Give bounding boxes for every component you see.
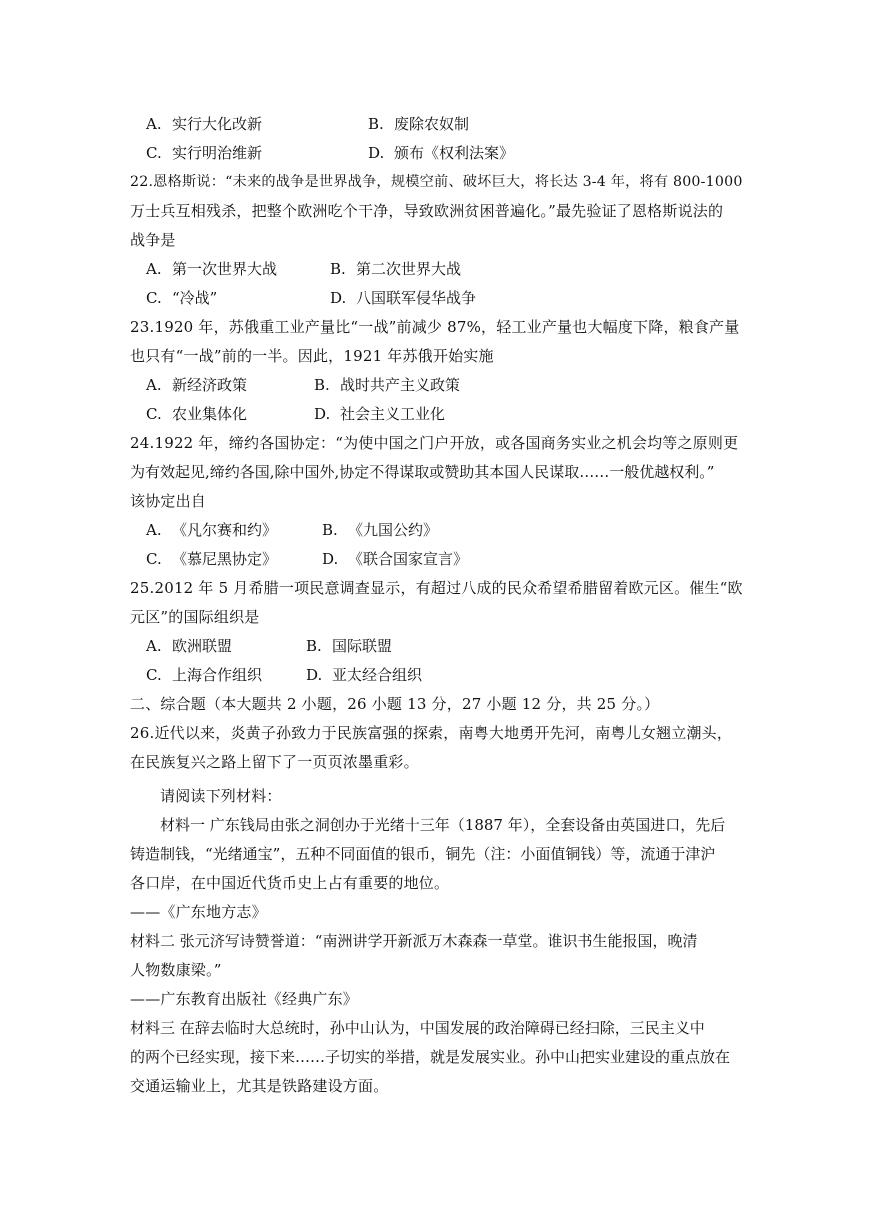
q26-line-1: 26.近代以来，炎黄子孙致力于民族富强的探索，南粤大地勇开先河，南粤儿女翘立潮头，	[130, 724, 733, 742]
option-letter: B.	[306, 637, 322, 655]
q24-line-1: 24.1922 年，缔约各国协定：“为使中国之门户开放，或各国商务实业之机会均等之原则更	[130, 434, 739, 452]
q22-option-d[interactable]	[330, 288, 476, 308]
option-text: “冷战”	[172, 289, 218, 307]
q25-option-b[interactable]	[306, 636, 392, 656]
q22-option-b[interactable]	[330, 259, 461, 279]
option-text: 实行大化改新	[172, 115, 263, 133]
option-letter: B.	[368, 115, 384, 133]
option-letter: B.	[330, 260, 346, 278]
q23-option-d[interactable]	[314, 404, 445, 424]
option-letter: C.	[146, 550, 162, 568]
material-3-line-2: 的两个已经实现，接下来……子切实的举措，就是发展实业。孙中山把实业建设的重点放在	[130, 1048, 731, 1066]
option-text: 废除农奴制	[394, 115, 470, 133]
q23-option-c[interactable]	[146, 404, 247, 424]
option-text: 社会主义工业化	[340, 405, 446, 423]
q25-option-d[interactable]	[306, 665, 422, 685]
option-letter: A.	[146, 260, 162, 278]
option-text: 亚太经合组织	[332, 666, 423, 684]
material-2-line-2: 人物数康梁。”	[130, 961, 222, 979]
option-text: 《九国公约》	[348, 521, 439, 539]
q23-line-2: 也只有“一战”前的一半。因此，1921 年苏俄开始实施	[130, 347, 494, 365]
q23-option-a[interactable]	[146, 375, 247, 395]
material-1-source: ——《广东地方志》	[130, 903, 267, 921]
q21-option-c[interactable]	[146, 143, 262, 163]
q21-option-b[interactable]	[368, 114, 469, 134]
option-letter: B.	[314, 376, 330, 394]
option-letter: A.	[146, 376, 162, 394]
q23-option-b[interactable]	[314, 375, 460, 395]
q21-option-a[interactable]	[146, 114, 262, 134]
q24-option-b[interactable]	[322, 520, 438, 540]
option-text: 上海合作组织	[172, 666, 263, 684]
option-text: 实行明治维新	[172, 144, 263, 162]
q26-line-2: 在民族复兴之路上留下了一页页浓墨重彩。	[130, 753, 419, 771]
option-letter: D.	[330, 289, 347, 307]
material-2-line-1: 材料二 张元济写诗赞誉道：“南洲讲学开新派万木森森一草堂。谁识书生能报国，晚清	[130, 932, 698, 950]
option-text: 第二次世界大战	[356, 260, 462, 278]
q24-line-3: 该协定出自	[130, 492, 207, 510]
q24-option-c[interactable]	[146, 549, 277, 569]
option-text: 战时共产主义政策	[340, 376, 461, 394]
option-letter: A.	[146, 115, 162, 133]
option-letter: D.	[368, 144, 385, 162]
q22-option-a[interactable]	[146, 259, 277, 279]
option-text: 《联合国家宣言》	[348, 550, 469, 568]
option-text: 第一次世界大战	[172, 260, 278, 278]
option-letter: C.	[146, 405, 162, 423]
q24-option-d[interactable]	[322, 549, 468, 569]
option-text: 国际联盟	[332, 637, 393, 655]
q25-option-a[interactable]	[146, 636, 232, 656]
option-text: 八国联军侵华战争	[356, 289, 477, 307]
material-1-line-1: 材料一 广东钱局由张之洞创办于光绪十三年（1887 年），全套设备由英国进口，先后	[160, 816, 726, 834]
q22-line-3: 战争是	[130, 231, 176, 249]
q25-line-2: 元区”的国际组织是	[130, 608, 260, 626]
option-letter: C.	[146, 666, 162, 684]
option-letter: A.	[146, 637, 162, 655]
option-text: 颁布《权利法案》	[394, 144, 515, 162]
material-3-line-3: 交通运输业上，尤其是铁路建设方面。	[130, 1077, 389, 1095]
q25-line-1: 25.2012 年 5 月希腊一项民意调查显示，有超过八成的民众希望希腊留着欧元区。催生“欧	[130, 579, 743, 597]
q25-option-c[interactable]	[146, 665, 262, 685]
q22-line-1: 22.恩格斯说：“未来的战争是世界战争，规模空前、破坏巨大，将长达 3-4 年，将有 800-1000	[130, 174, 743, 190]
q24-line-2: 为有效起见,缔约各国,除中国外,协定不得谋取或赞助其本国人民谋取……一般优越权利。”	[130, 463, 715, 481]
material-2-source: ——广东教育出版社《经典广东》	[130, 990, 359, 1008]
option-text: 《凡尔赛和约》	[172, 521, 278, 539]
section-2-heading: 二、综合题（本大题共 2 小题，26 小题 13 分，27 小题 12 分，共 25 分。）	[130, 695, 660, 713]
q22-option-c[interactable]	[146, 288, 217, 308]
option-letter: D.	[314, 405, 331, 423]
q24-option-a[interactable]	[146, 520, 277, 540]
q21-option-d[interactable]	[368, 143, 514, 163]
option-text: 《慕尼黑协定》	[172, 550, 278, 568]
material-1-line-3: 各口岸，在中国近代货币史上占有重要的地位。	[130, 874, 450, 892]
q22-line-2: 万士兵互相残杀，把整个欧洲吃个干净，导致欧洲贫困普遍化。”最先验证了恩格斯说法的	[130, 202, 724, 220]
q26-instruction: 请阅读下列材料：	[160, 787, 282, 805]
option-text: 农业集体化	[172, 405, 248, 423]
option-letter: B.	[322, 521, 338, 539]
option-letter: A.	[146, 521, 162, 539]
option-letter: C.	[146, 144, 162, 162]
option-text: 新经济政策	[172, 376, 248, 394]
option-letter: D.	[322, 550, 339, 568]
material-3-line-1: 材料三 在辞去临时大总统时，孙中山认为，中国发展的政治障碍已经扫除，三民主义中	[130, 1019, 705, 1037]
q23-line-1: 23.1920 年，苏俄重工业产量比“一战”前减少 87%，轻工业产量也大幅度下降，粮食产量	[130, 318, 740, 336]
option-text: 欧洲联盟	[172, 637, 233, 655]
option-letter: D.	[306, 666, 323, 684]
option-letter: C.	[146, 289, 162, 307]
material-1-line-2: 铸造制钱，“光绪通宝”，五种不同面值的银币，铜先（注：小面值铜钱）等，流通于津沪	[130, 845, 716, 863]
